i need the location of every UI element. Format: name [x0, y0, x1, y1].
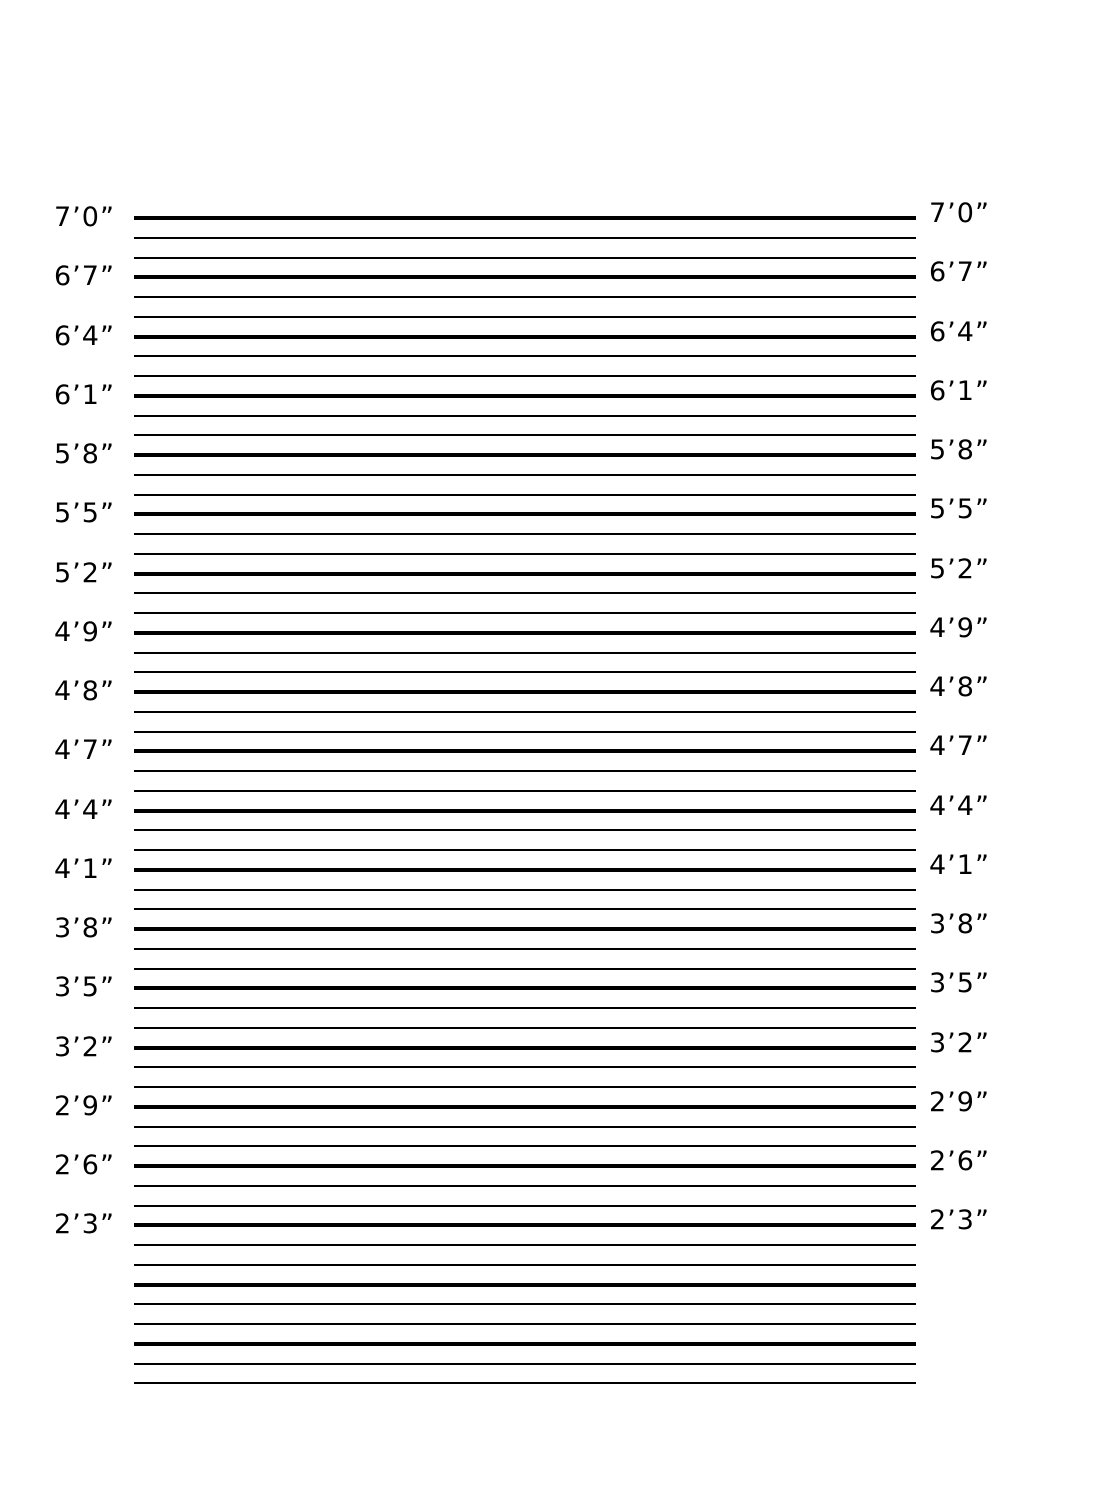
- major-height-line: [134, 1283, 916, 1287]
- minor-height-line: [134, 257, 916, 259]
- minor-height-line: [134, 1264, 916, 1266]
- minor-height-line: [134, 1363, 916, 1365]
- height-label-right: 2’3”: [929, 1205, 990, 1237]
- height-label-left: 2’9”: [54, 1090, 115, 1122]
- major-height-line: [134, 868, 916, 872]
- height-label-right: 6’7”: [929, 257, 990, 289]
- minor-height-line: [134, 375, 916, 377]
- height-label-left: 4’8”: [54, 676, 115, 707]
- minor-height-line: [134, 494, 916, 496]
- height-label-left: 3’8”: [54, 913, 115, 944]
- height-label-right: 5’2”: [929, 553, 990, 585]
- major-height-line: [134, 631, 916, 635]
- major-height-line: [134, 1105, 916, 1109]
- height-label-left: 2’6”: [54, 1150, 115, 1181]
- height-label-left: 6’4”: [54, 320, 115, 352]
- minor-height-line: [134, 533, 916, 535]
- height-label-left: 5’8”: [54, 439, 115, 470]
- height-label-right: 4’9”: [929, 612, 990, 644]
- height-label-right: 3’5”: [929, 968, 990, 1000]
- minor-height-line: [134, 889, 916, 891]
- height-label-right: 4’4”: [929, 790, 990, 822]
- minor-height-line: [134, 1007, 916, 1009]
- minor-height-line: [134, 553, 916, 555]
- major-height-line: [134, 335, 916, 339]
- major-height-line: [134, 690, 916, 694]
- height-label-right: 3’2”: [929, 1027, 990, 1059]
- minor-height-line: [134, 652, 916, 654]
- minor-height-line: [134, 1185, 916, 1187]
- major-height-line: [134, 275, 916, 279]
- major-height-line: [134, 512, 916, 516]
- major-height-line: [134, 749, 916, 753]
- major-height-line: [134, 394, 916, 398]
- minor-height-line: [134, 434, 916, 436]
- height-label-left: 4’9”: [54, 616, 115, 648]
- minor-height-line: [134, 474, 916, 476]
- height-label-right: 4’8”: [929, 672, 990, 703]
- height-label-left: 7’0”: [54, 202, 115, 233]
- minor-height-line: [134, 1205, 916, 1207]
- height-label-left: 6’7”: [54, 261, 115, 293]
- major-height-line: [134, 216, 916, 220]
- minor-height-line: [134, 1244, 916, 1246]
- minor-height-line: [134, 829, 916, 831]
- major-height-line: [134, 453, 916, 457]
- minor-height-line: [134, 612, 916, 614]
- major-height-line: [134, 1046, 916, 1050]
- height-label-left: 2’3”: [54, 1209, 115, 1241]
- height-label-left: 4’7”: [54, 735, 115, 767]
- height-label-right: 7’0”: [929, 198, 990, 229]
- height-label-right: 2’6”: [929, 1146, 990, 1177]
- minor-height-line: [134, 731, 916, 733]
- major-height-line: [134, 1342, 916, 1346]
- minor-height-line: [134, 237, 916, 239]
- minor-height-line: [134, 1126, 916, 1128]
- major-height-line: [134, 1164, 916, 1168]
- minor-height-line: [134, 1145, 916, 1147]
- height-label-left: 4’4”: [54, 794, 115, 826]
- height-label-left: 6’1”: [54, 379, 115, 411]
- minor-height-line: [134, 1027, 916, 1029]
- major-height-line: [134, 927, 916, 931]
- minor-height-line: [134, 770, 916, 772]
- minor-height-line: [134, 948, 916, 950]
- height-label-right: 6’4”: [929, 316, 990, 348]
- minor-height-line: [134, 415, 916, 417]
- height-label-left: 5’5”: [54, 498, 115, 530]
- height-label-right: 5’5”: [929, 494, 990, 526]
- minor-height-line: [134, 1382, 916, 1384]
- minor-height-line: [134, 790, 916, 792]
- minor-height-line: [134, 1323, 916, 1325]
- minor-height-line: [134, 711, 916, 713]
- height-label-right: 6’1”: [929, 375, 990, 407]
- major-height-line: [134, 986, 916, 990]
- height-label-right: 2’9”: [929, 1086, 990, 1118]
- minor-height-line: [134, 592, 916, 594]
- minor-height-line: [134, 355, 916, 357]
- height-label-left: 4’1”: [54, 853, 115, 885]
- minor-height-line: [134, 908, 916, 910]
- height-label-left: 5’2”: [54, 557, 115, 589]
- minor-height-line: [134, 1066, 916, 1068]
- height-label-right: 3’8”: [929, 909, 990, 940]
- minor-height-line: [134, 316, 916, 318]
- minor-height-line: [134, 849, 916, 851]
- height-label-right: 5’8”: [929, 435, 990, 466]
- height-label-left: 3’2”: [54, 1031, 115, 1063]
- height-label-right: 4’1”: [929, 849, 990, 881]
- minor-height-line: [134, 296, 916, 298]
- major-height-line: [134, 1223, 916, 1227]
- minor-height-line: [134, 1303, 916, 1305]
- major-height-line: [134, 809, 916, 813]
- major-height-line: [134, 572, 916, 576]
- minor-height-line: [134, 1086, 916, 1088]
- minor-height-line: [134, 671, 916, 673]
- height-label-left: 3’5”: [54, 972, 115, 1004]
- height-label-right: 4’7”: [929, 731, 990, 763]
- minor-height-line: [134, 968, 916, 970]
